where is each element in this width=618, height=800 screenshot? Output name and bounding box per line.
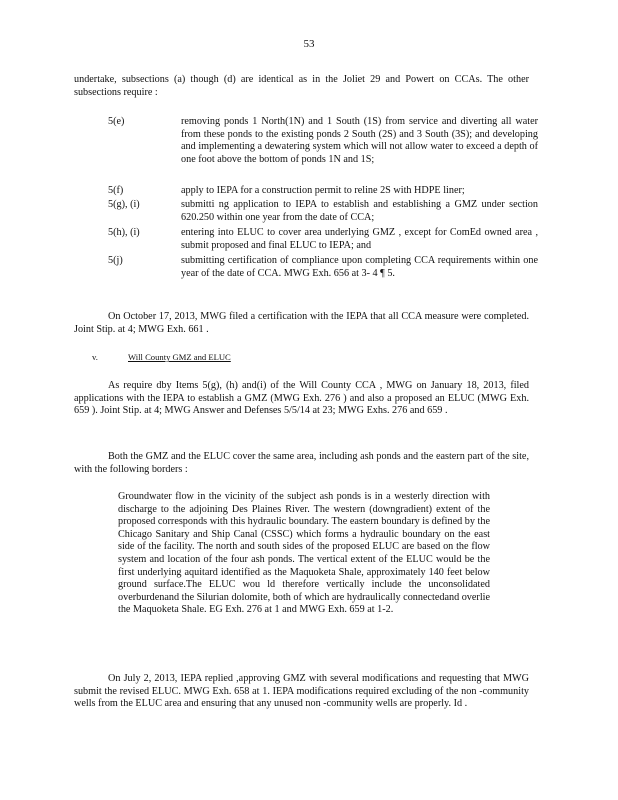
section-number: v. <box>92 352 98 362</box>
reply-paragraph: On July 2, 2013, IEPA replied ,approving GMZ with several modifications and requesting that MWG submit the revised ELUC. MWG Exh. 658 at 1. IEPA modifications required excluding of the non -community wells from the ELUC area and ensuring that any unused non -community wells are properly. Id . <box>74 673 529 710</box>
item-label: 5(e) <box>108 116 125 127</box>
item-text: entering into ELUC to cover area underlying GMZ , except for ComEd owned area , submit proposed and final ELUC to IEPA; and <box>181 227 538 251</box>
item-label: 5(h), (i) <box>108 227 140 238</box>
borders-paragraph: Both the GMZ and the ELUC cover the same area, including ash ponds and the eastern part of the site, with the following borders : <box>74 451 529 475</box>
section-title: Will County GMZ and ELUC <box>128 352 231 362</box>
item-label: 5(f) <box>108 185 124 196</box>
intro-paragraph: undertake, subsections (a) though (d) are identical as in the Joliet 29 and Powert on CCAs. The other subsections require : <box>74 74 529 98</box>
list-item <box>108 116 538 180</box>
block-quote: Groundwater flow in the vicinity of the subject ash ponds is in a westerly direction with discharge to the adjoining Des Plaines River. The western (downgradient) extent of the proposed corresponds with this hydraulic boundary. The eastern boundary is defined by the Chicago Sanitary and Ship Canal (CSSC) which forms a hydraulic boundary on the east side of the facility. The north and south sides of the proposed ELUC are based on the flow system and location of the four ash ponds. The vertical extent of the ELUC would be the first underlying aquitard identified as the Maquoketa Shale, approximately 140 feet below ground surface.The ELUC wou ld therefore vertically include the unconsolidated overburdenand the Silurian dolomite, both of which are hydraulically connectedand overlie the Maquoketa Shale. EG Exh. 276 at 1 and MWG Exh. 659 at 1-2. <box>118 491 491 616</box>
certification-paragraph: On October 17, 2013, MWG filed a certification with the IEPA that all CCA measure were completed. Joint Stip. at 4; MWG Exh. 661 . <box>74 311 529 335</box>
page-number: 53 <box>303 38 315 50</box>
item-text: apply to IEPA for a construction permit to reline 2S with HDPE liner; <box>181 185 465 196</box>
filed-paragraph: As require dby Items 5(g), (h) and(i) of the Will County CCA , MWG on January 18, 2013, filed applications with the IEPA to establish a GMZ (MWG Exh. 276 ) and also a proposed an ELUC (MWG Exh. 659 ). Joint Stip. at 4; MWG Answer and Defenses 5/5/14 at 23; MWG Exhs. 276 and 659 . <box>74 380 529 417</box>
item-text: submitti ng application to IEPA to establish and establishing a GMZ under section 620.250 within one year from the date of CCA; <box>181 199 538 223</box>
item-text: removing ponds 1 North(1N) and 1 South (1S) from service and diverting all water from these ponds to the existing ponds 2 South (2S) and 3 South (3S); and developing and implementing a dewatering system which will not allow water to exceed a depth of one foot above the bottom of ponds 1N and 1S; <box>181 116 538 165</box>
item-label: 5(j) <box>108 255 123 266</box>
item-text: submitting certification of compliance upon completing CCA requirements within one year of the date of CCA. MWG Exh. 656 at 3- 4 ¶ 5. <box>181 255 538 279</box>
item-label: 5(g), (i) <box>108 199 140 210</box>
